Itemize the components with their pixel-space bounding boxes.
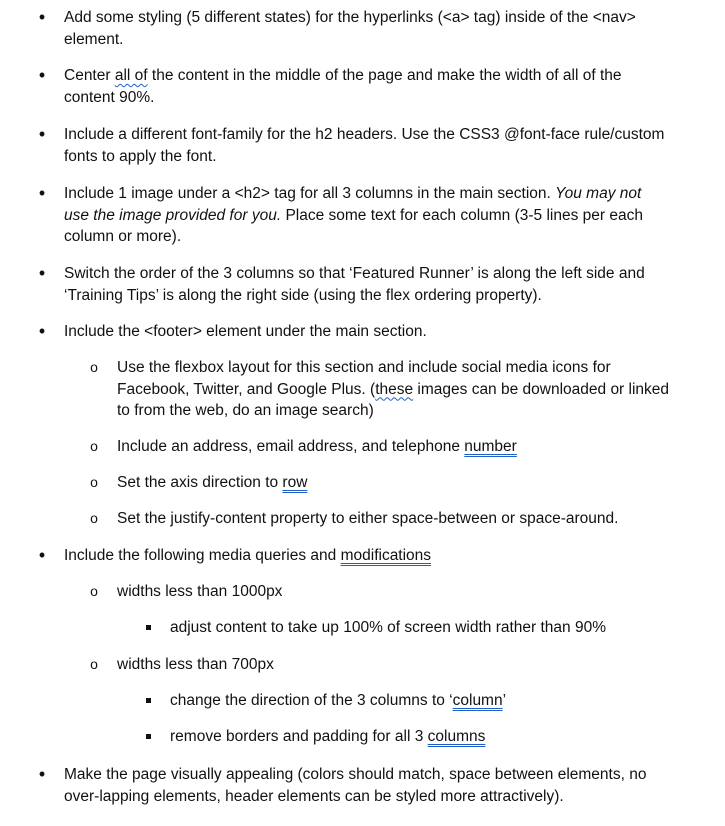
grammar-mark: number — [464, 438, 517, 455]
bullet: o — [90, 359, 98, 375]
bullet: • — [38, 545, 46, 565]
bullet: o — [90, 656, 98, 672]
grammar-mark: modifications — [340, 547, 432, 564]
bullet: o — [90, 438, 98, 454]
bullet: • — [38, 321, 46, 341]
bullet: • — [38, 764, 46, 784]
bullet: • — [38, 65, 46, 85]
bullet: o — [90, 474, 98, 490]
document-page: • Add some styling (5 different states) for the hyperlinks (<a> tag) inside of the <nav> element. • Center all of the content in the middle of the page and make the width of all of the content 90%. • Include a different font-family for the h2 headers. Use the CSS3 @font-face rule/custom fonts to apply the font. • Include 1 image under a <h2> tag for all 3 columns in the main section. You may not use the image provided for you. Place some text for each column (3-5 lines per each column or more). • Switch the order of the 3 columns so that ‘Featured Runner’ is along the left side and ‘Training Tips’ is along the right side (using the flex ordering property). • Include the <footer> element under the main section. o Use the flexbox layout for this section and include social media icons for Facebook, Twitter, and Google Plus. (these images can be downloaded or linked to from the web, do an image search) o Include an address, email address, and telephone number o Set the axis direction to row o Set the justify-content property to either space-between or space-around. • Include the following media queries and modifications o widths less than 1000px adjust content to take up 100% of screen width rather than 90% o widths less than 700px change the direction of the 3 columns to ‘column’ remove borders and padding for all 3 columns • Make the page visually appealing (colors should match, space between elements, no over-lapping elements, header elements can be styled more attractively). — [38, 7, 670, 805]
bullet: • — [38, 263, 46, 283]
square-bullet-icon — [143, 690, 153, 712]
grammar-mark: column — [452, 692, 503, 709]
bullet: o — [90, 510, 98, 526]
bullet: • — [38, 183, 46, 203]
grammar-mark: row — [282, 474, 308, 491]
grammar-mark: columns — [427, 728, 486, 745]
bullet: • — [38, 7, 46, 27]
grammar-mark: all of — [114, 67, 148, 84]
bullet: • — [38, 124, 46, 144]
bullet: o — [90, 583, 98, 599]
grammar-mark: these — [375, 380, 414, 398]
square-bullet-icon — [143, 617, 153, 639]
square-bullet-icon — [143, 726, 153, 748]
